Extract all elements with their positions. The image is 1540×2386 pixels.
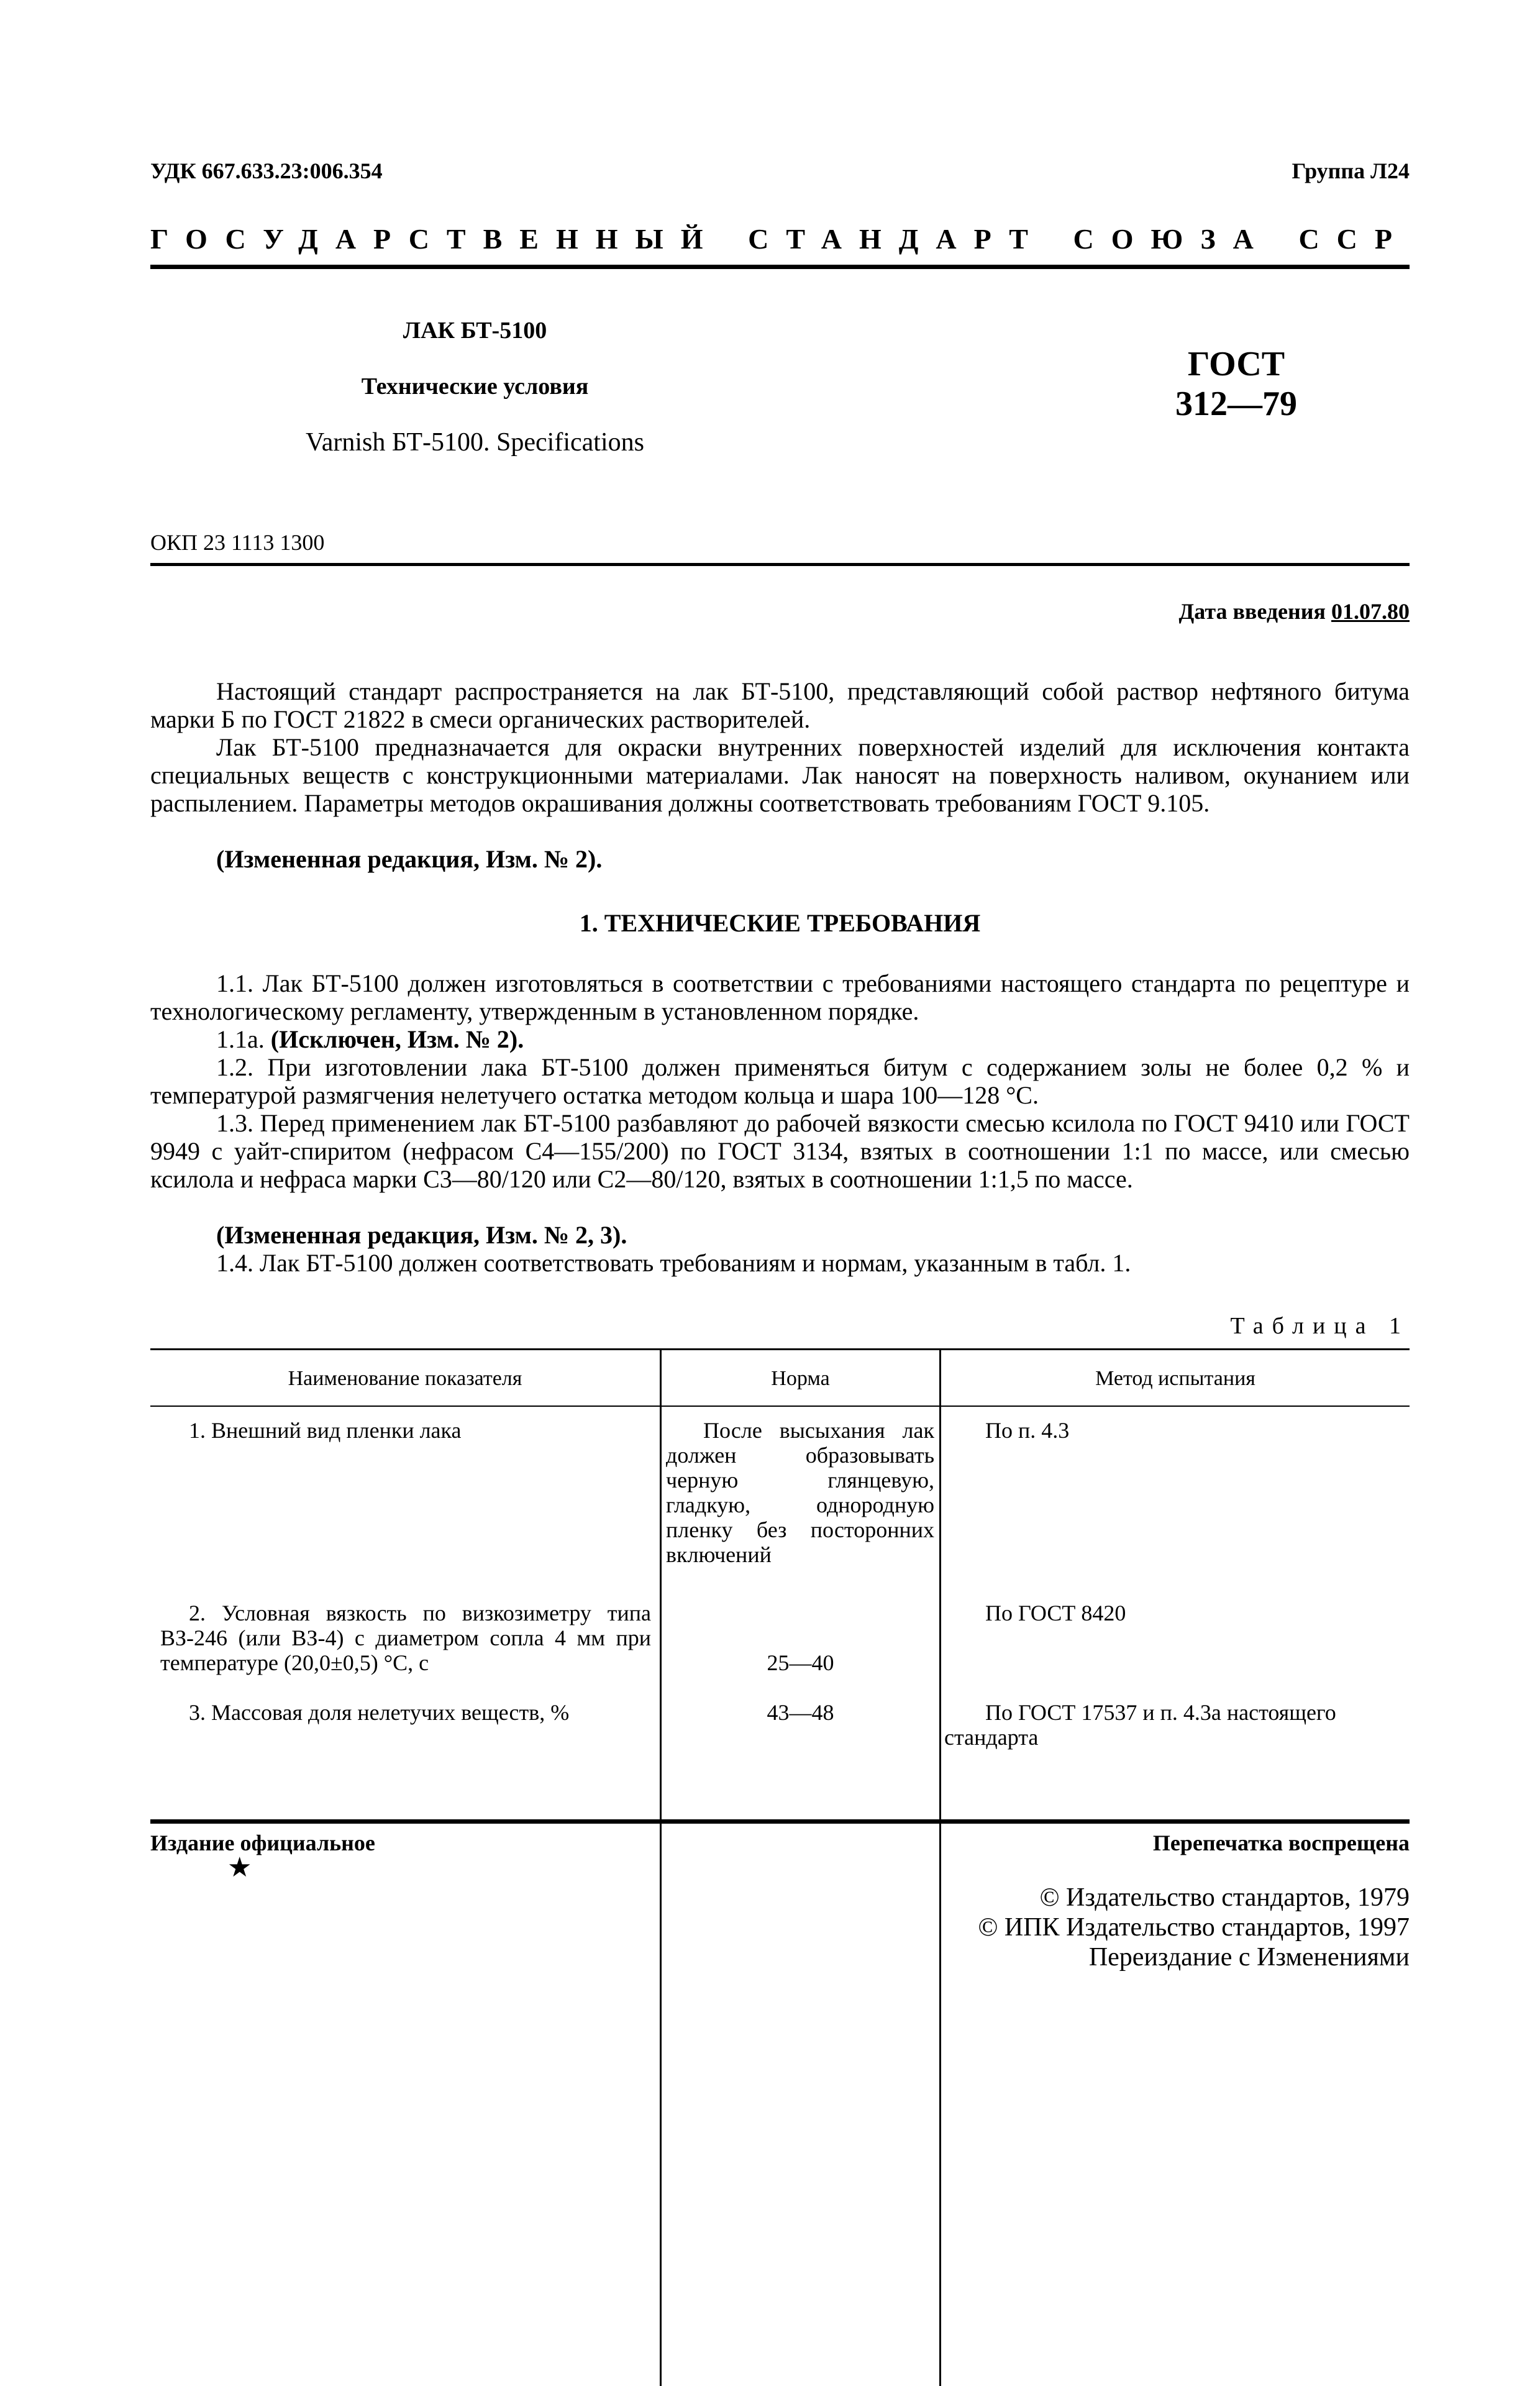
clause-1-3: 1.3. Перед применением лак БТ-5100 разбавляют до рабочей вязкости смесью ксилола по ГОСТ 9410 или ГОСТ 9949 с уайт-спиритом (нефрасом С4—155/200) по ГОСТ 3134, взятых в соотношении 1:1 по массе, или смесью ксилола и нефраса марки С3—80/120 или С2—80/120, взятых в соотношении 1:1,5 по массе. [150,1109,1410,1193]
udk-code: УДК 667.633.23:006.354 [150,158,383,183]
table-caption: Таблица 1 [1230,1313,1410,1339]
clause-1-1: 1.1. Лак БТ-5100 должен изготовляться в соответствии с требованиями настоящего стандарта по рецептуре и технологическому регламенту, утвержденным в установленном порядке. [150,969,1410,1025]
state-word-3: СОЮЗА [1073,223,1271,255]
clause-1-2: 1.2. При изготовлении лака БТ-5100 должен применяться битум с содержанием золы не более 0,2 % и температурой размягчения нелетучего остатка методом кольца и шара 100—128 °С. [150,1053,1410,1109]
table-header-method: Метод испытания [1095,1367,1255,1390]
state-standard-title [150,222,1410,255]
clause-1-1a-number: 1.1а. [216,1025,271,1053]
intro-paragraph-1: Настоящий стандарт распространяется на лак БТ-5100, представляющий собой раствор нефтяного битума марки Б по ГОСТ 21822 в смеси органических растворителей. [150,677,1410,733]
intro-date-label: Дата введения [1178,599,1331,624]
table-header-norm: Норма [771,1367,830,1390]
copyright-1979: © Издательство стандартов, 1979 [1039,1883,1410,1912]
table-row-2-norm: 25—40 [767,1650,834,1675]
intro-paragraph-2: Лак БТ-5100 предназначается для окраски внутренних поверхностей изделий для исключения контакта специальных веществ с конструкционными материалами. Лак наносят на поверхность наливом, окунанием или распылением. Параметры методов окрашивания должны соответствовать требованиям ГОСТ 9.105. [150,733,1410,817]
footer-rule [150,1819,1410,1824]
intro-date [1179,598,1410,624]
table-header-name: Наименование показателя [288,1367,522,1390]
state-word-1: ГОСУДАРСТВЕННЫЙ [150,223,721,255]
official-edition-label: Издание официальное [150,1831,375,1855]
document-english-title: Varnish БТ-5100. Specifications [306,428,644,457]
clause-1-4: 1.4. Лак БТ-5100 должен соответствовать требованиям и нормам, указанным в табл. 1. [216,1249,1131,1277]
table-row-1-name: 1. Внешний вид пленки лака [189,1418,462,1443]
reissue-note: Переиздание с Изменениями [1088,1943,1410,1972]
document-name: ЛАК БТ-5100 [403,318,547,344]
clause-1-3-amendment: (Измененная редакция, Изм. № 2, 3). [216,1221,627,1249]
table-row-3-name: 3. Массовая доля нелетучих веществ, % [189,1700,570,1725]
gost-label: ГОСТ [1187,345,1285,383]
group-code: Группа Л24 [1292,158,1410,183]
document-subtitle: Технические условия [361,373,589,400]
table-top-rule [150,1348,1410,1350]
table-col-divider-2 [939,1348,941,2386]
copyright-1997: © ИПК Издательство стандартов, 1997 [978,1913,1410,1942]
table-row-2-method: По ГОСТ 8420 [985,1601,1126,1625]
table-row-3-method: По ГОСТ 17537 и п. 4.3а настоящего стандарта [944,1700,1336,1750]
okp-code: ОКП 23 1113 1300 [150,530,325,555]
table-row-1-norm: После высыхания лак должен образовывать черную глянцевую, гладкую, однородную пленку без посторонних включений [666,1418,934,1567]
gost-number: 312—79 [1175,385,1297,423]
gost-designation [1131,344,1342,424]
state-word-2: СТАНДАРТ [748,223,1046,255]
intro-amendment: (Измененная редакция, Изм. № 2). [216,845,603,873]
table-row-2-name: 2. Условная вязкость по визкозиметру типа ВЗ-246 (или ВЗ-4) с диаметром сопла 4 мм при температуре (20,0±0,5) °С, с [160,1601,651,1675]
table-header-rule [150,1406,1410,1407]
table-row-3-norm: 43—48 [767,1700,834,1725]
header-rule [150,265,1410,269]
okp-rule [150,563,1410,566]
table-col-divider-1 [660,1348,662,2386]
reprint-prohibited-label: Перепечатка воспрещена [1152,1831,1410,1855]
state-word-4: ССР [1298,223,1410,255]
clause-1-1a [150,1025,1410,1053]
clause-1-1a-text: (Исключен, Изм. № 2). [270,1025,524,1053]
table-row-1-method: По п. 4.3 [985,1418,1070,1443]
intro-date-value: 01.07.80 [1331,599,1410,624]
section-1-title: 1. ТЕХНИЧЕСКИЕ ТРЕБОВАНИЯ [579,909,981,937]
star-icon: ★ [227,1852,252,1883]
